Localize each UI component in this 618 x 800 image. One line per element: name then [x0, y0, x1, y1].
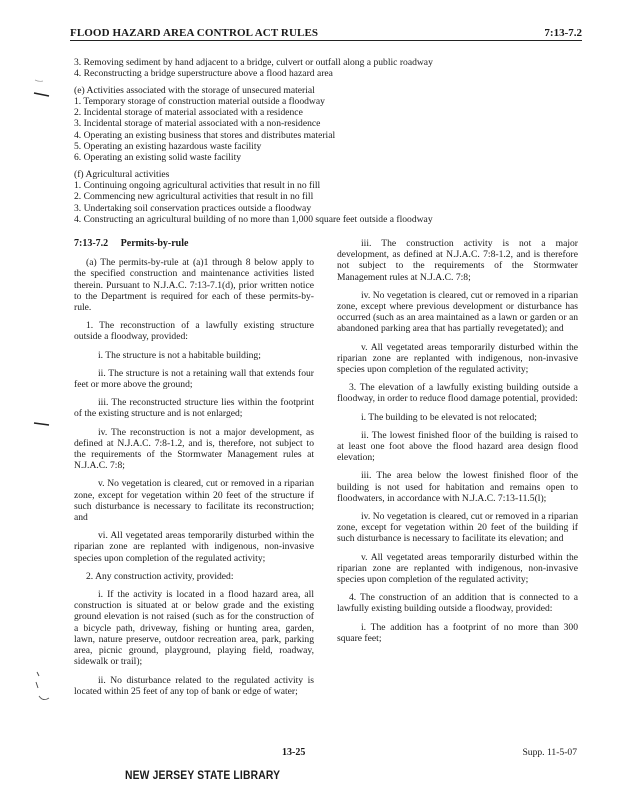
section-title: Permits-by-rule	[120, 238, 189, 249]
header-section-number: 7:13-7.2	[544, 27, 582, 39]
list-item: 4. Constructing an agricultural building of no more than 1,000 square feet outside a floodway	[74, 213, 433, 225]
list-item: 2. Incidental storage of material associated with a residence	[74, 107, 303, 119]
paragraph: 2. Any construction activity, provided:	[86, 570, 234, 582]
list-item: 3. Removing sediment by hand adjacent to a bridge, culvert or outfall along a public roadway	[74, 57, 433, 68]
right-column	[337, 238, 578, 651]
paragraph: iii. The area below the lowest finished floor of the building is not used for habitation and remains open to floodwaters, in accordance with N.J.A.C. 7:13-11.5(l);	[337, 470, 578, 504]
list-item: 4. Reconstructing a bridge superstructure above a flood hazard area	[74, 68, 333, 80]
list-item: 6. Operating an existing solid waste facility	[74, 152, 242, 164]
page-number: 13-25	[282, 747, 306, 758]
list-item: 3. Undertaking soil conservation practices outside a floodway	[74, 202, 312, 214]
paragraph: iv. No vegetation is cleared, cut or removed in a riparian zone, except for vegetation within 20 feet of the building if such disturbance is necessary to facilitate its elevation; and	[337, 511, 578, 545]
margin-scan-mark	[33, 78, 51, 100]
margin-scan-mark	[33, 418, 51, 430]
paragraph: vi. All vegetated areas temporarily disturbed within the riparian zone are replanted with indigenous, non-invasive species upon completion of the regulated activity;	[74, 530, 314, 564]
paragraph: i. The building to be elevated is not relocated;	[361, 411, 537, 423]
paragraph: iii. The construction activity is not a major development, as defined at N.J.A.C. 7:8-1.2, and is therefore not subject to the requirements of the Stormwater Management rules at N.J.A.C. 7:8;	[337, 238, 578, 283]
header-title: FLOOD HAZARD AREA CONTROL ACT RULES	[70, 27, 319, 39]
paragraph: i. If the activity is located in a flood hazard area, all construction is situated at or below grade and the existing ground elevation is not raised (such as for the construction of a bicycle path, driveway, fishing or hunting area, garden, lawn, nature preserve, outdoor recreation area, park, parking area, picnic ground, playground, playing field, roadway, sidewalk or trail);	[74, 589, 314, 668]
list-item: 4. Operating an existing business that stores and distributes material	[74, 129, 336, 141]
list-group	[74, 57, 574, 80]
list-heading: (f) Agricultural activities	[74, 168, 170, 180]
section-heading	[74, 238, 314, 249]
paragraph: v. No vegetation is cleared, cut or removed in a riparian zone, except for vegetation within 20 feet of the structure if such disturbance is necessary to facilitate its reconstruction; and	[74, 478, 314, 524]
supplement-date: Supp. 11-5-07	[522, 747, 577, 758]
paragraph: 1. The reconstruction of a lawfully existing structure outside a floodway, provided:	[74, 320, 314, 343]
paragraph: i. The structure is not a habitable building;	[98, 349, 261, 361]
list-group	[74, 85, 574, 164]
list-item: 5. Operating an existing hazardous waste facility	[74, 141, 262, 153]
paragraph: ii. No disturbance related to the regulated activity is located within 25 feet of any top of bank or edge of water;	[74, 674, 314, 697]
list-item: 2. Commencing new agricultural activities that result in no fill	[74, 191, 314, 203]
list-item: 3. Incidental storage of material associated with a non-residence	[74, 118, 321, 130]
paragraph: 3. The elevation of a lawfully existing building outside a floodway, in order to reduce flood damage potential, provided:	[337, 382, 578, 405]
paragraph: iv. No vegetation is cleared, cut or removed in a riparian zone, except where previous development or disturbance has occurred (such as an area maintained as a lawn or garden or an abandoned parking area that has partially revegetated); and	[337, 289, 578, 335]
activity-lists	[74, 57, 574, 230]
paragraph: ii. The structure is not a retaining wall that extends four feet or more above the ground;	[74, 367, 314, 391]
margin-scan-mark	[33, 668, 53, 708]
library-stamp: NEW JERSEY STATE LIBRARY	[125, 768, 281, 782]
paragraph: (a) The permits-by-rule at (a)1 through 8 below apply to the specified construction and maintenance activities listed therein. Pursuant to N.J.A.C. 7:13-7.1(d), prior written notice to the Department is required for each of these permits-by-rule.	[74, 257, 314, 314]
paragraph: iii. The reconstructed structure lies within the footprint of the existing structure and is not enlarged;	[74, 397, 314, 420]
list-group	[74, 169, 574, 225]
paragraph: v. All vegetated areas temporarily disturbed within the riparian zone are replanted with indigenous, non-invasive species upon completion of the regulated activity;	[337, 341, 578, 376]
paragraph: i. The addition has a footprint of no more than 300 square feet;	[337, 621, 578, 644]
list-heading: (e) Activities associated with the storage of unsecured material	[74, 84, 315, 96]
running-header	[70, 25, 582, 41]
section-number: 7:13-7.2	[74, 238, 109, 249]
paragraph: ii. The lowest finished floor of the building is raised to at least one foot above the flood hazard area design flood elevation;	[337, 429, 578, 464]
list-item: 1. Temporary storage of construction material outside a floodway	[74, 95, 325, 107]
paragraph: iv. The reconstruction is not a major development, as defined at N.J.A.C. 7:8-1.2, and is, therefore, not subject to the requirements of the Stormwater Management rules at N.J.A.C. 7:8;	[74, 426, 314, 472]
list-item: 1. Continuing ongoing agricultural activities that result in no fill	[74, 179, 321, 191]
paragraph: 4. The construction of an addition that is connected to a lawfully existing building outside a floodway, provided:	[337, 592, 578, 615]
paragraph: v. All vegetated areas temporarily disturbed within the riparian zone are replanted with indigenous, non-invasive species upon completion of the regulated activity;	[337, 551, 578, 586]
left-column	[74, 238, 314, 704]
